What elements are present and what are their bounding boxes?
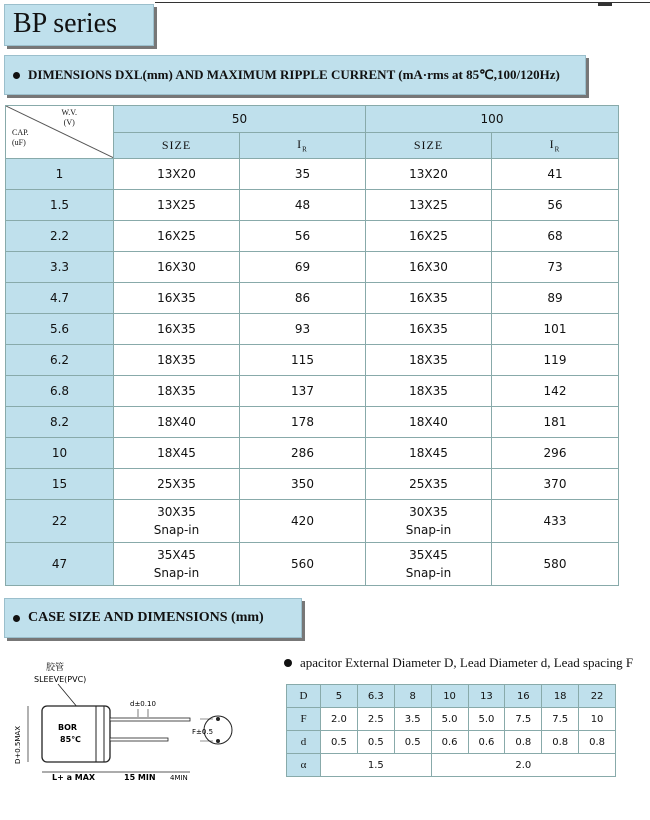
ripple-100: 370	[492, 469, 619, 500]
dimension-note	[284, 655, 633, 671]
temp-label: 85℃	[60, 735, 81, 744]
table-row	[6, 314, 619, 345]
ripple-100: 73	[492, 252, 619, 283]
table-row	[6, 345, 619, 376]
d-value: 0.8	[579, 731, 616, 754]
cap-value: 47	[6, 543, 114, 586]
section-title-case-size: CASE SIZE AND DIMENSIONS (mm)	[28, 610, 264, 625]
D-value: 22	[579, 685, 616, 708]
ripple-100: 101	[492, 314, 619, 345]
capacitor-dimension-diagram	[8, 660, 258, 790]
bullet-icon	[13, 615, 20, 622]
length-label: L+ a MAX	[52, 773, 96, 782]
size-100: 13X20	[366, 159, 492, 190]
wv-label: W.V. (V)	[61, 108, 77, 127]
size-100: 16X35	[366, 283, 492, 314]
cap-value: 1.5	[6, 190, 114, 221]
alpha-value: 1.5	[321, 754, 432, 777]
col-ir-100: $I_R$	[492, 132, 619, 159]
cap-value: 4.7	[6, 283, 114, 314]
d-value: 0.6	[468, 731, 505, 754]
size-50: 13X20	[114, 159, 240, 190]
ripple-100: 119	[492, 345, 619, 376]
table-row	[6, 190, 619, 221]
cap-value: 2.2	[6, 221, 114, 252]
size-50: 13X25	[114, 190, 240, 221]
col-ir-50: $I_R$	[240, 132, 366, 159]
section-header-case-size	[4, 598, 302, 638]
row-label-alpha: α	[287, 754, 321, 777]
F-value: 10	[579, 708, 616, 731]
ripple-50: 69	[240, 252, 366, 283]
table-row	[6, 500, 619, 543]
ripple-100: 181	[492, 407, 619, 438]
size-50: 18X35	[114, 376, 240, 407]
d-value: 0.8	[542, 731, 579, 754]
lead-diameter-label: d±0.10	[130, 700, 156, 708]
row-label-F: F	[287, 708, 321, 731]
ripple-100: 89	[492, 283, 619, 314]
cap-value: 22	[6, 500, 114, 543]
D-value: 5	[321, 685, 358, 708]
ripple-100: 580	[492, 543, 619, 586]
size-100: 35X45 Snap-in	[366, 543, 492, 586]
min15-label: 15 MIN	[124, 773, 156, 782]
size-50: 25X35	[114, 469, 240, 500]
min4-label: 4MIN	[170, 774, 188, 782]
cap-value: 3.3	[6, 252, 114, 283]
F-value: 3.5	[394, 708, 431, 731]
cap-value: 6.8	[6, 376, 114, 407]
row-label-d: d	[287, 731, 321, 754]
ripple-50: 86	[240, 283, 366, 314]
ripple-50: 178	[240, 407, 366, 438]
size-50: 30X35 Snap-in	[114, 500, 240, 543]
table-row	[287, 708, 616, 731]
table-row	[6, 252, 619, 283]
D-value: 18	[542, 685, 579, 708]
d-value: 0.5	[394, 731, 431, 754]
F-value: 2.0	[321, 708, 358, 731]
sleeve-label: SLEEVE(PVC)	[34, 675, 87, 684]
size-100: 18X35	[366, 345, 492, 376]
section-title-dimensions: DIMENSIONS DXL(mm) AND MAXIMUM RIPPLE CURRENT (mA·rms at 85℃,100/120Hz)	[28, 67, 560, 82]
table-row	[287, 685, 616, 708]
cap-value: 10	[6, 438, 114, 469]
ripple-50: 137	[240, 376, 366, 407]
size-100: 16X30	[366, 252, 492, 283]
table-row	[6, 221, 619, 252]
ripple-50: 93	[240, 314, 366, 345]
ripple-50: 560	[240, 543, 366, 586]
ripple-50: 420	[240, 500, 366, 543]
size-50: 18X45	[114, 438, 240, 469]
table-row	[6, 407, 619, 438]
table-row	[6, 469, 619, 500]
size-50: 16X35	[114, 314, 240, 345]
ripple-100: 68	[492, 221, 619, 252]
size-50: 35X45 Snap-in	[114, 543, 240, 586]
case-dimension-table	[286, 684, 616, 777]
lead-spacing-label: F±0.5	[192, 728, 214, 736]
size-50: 18X35	[114, 345, 240, 376]
table-row	[6, 543, 619, 586]
voltage-header-100: 100	[366, 106, 619, 133]
d-value: 0.5	[321, 731, 358, 754]
ripple-100: 433	[492, 500, 619, 543]
size-50: 16X30	[114, 252, 240, 283]
ripple-100: 41	[492, 159, 619, 190]
diameter-label: D+0.5MAX	[14, 725, 22, 764]
table-row	[287, 731, 616, 754]
sleeve-cn-label: 胶管	[46, 663, 65, 673]
series-title: BP series	[13, 8, 117, 39]
D-value: 13	[468, 685, 505, 708]
ripple-50: 286	[240, 438, 366, 469]
bullet-icon	[13, 72, 20, 79]
size-50: 16X25	[114, 221, 240, 252]
ripple-100: 296	[492, 438, 619, 469]
F-value: 2.5	[357, 708, 394, 731]
d-value: 0.8	[505, 731, 542, 754]
d-value: 0.5	[357, 731, 394, 754]
ripple-current-table	[5, 105, 619, 586]
cap-value: 5.6	[6, 314, 114, 345]
lead-wire	[110, 718, 190, 721]
size-100: 18X45	[366, 438, 492, 469]
F-value: 5.0	[468, 708, 505, 731]
cap-value: 8.2	[6, 407, 114, 438]
table-corner-cell	[6, 106, 114, 159]
F-value: 7.5	[542, 708, 579, 731]
top-rule-mark	[598, 2, 612, 6]
dimension-note-text: apacitor External Diameter D, Lead Diameter d, Lead spacing F	[300, 655, 634, 670]
size-50: 18X40	[114, 407, 240, 438]
cap-value: 6.2	[6, 345, 114, 376]
ripple-100: 56	[492, 190, 619, 221]
section-header-dimensions	[4, 55, 586, 95]
D-value: 6.3	[357, 685, 394, 708]
table-row	[6, 376, 619, 407]
size-50: 16X35	[114, 283, 240, 314]
D-value: 16	[505, 685, 542, 708]
table-row	[287, 754, 616, 777]
size-100: 16X25	[366, 221, 492, 252]
table-row	[6, 159, 619, 190]
ripple-50: 48	[240, 190, 366, 221]
top-rule	[155, 2, 650, 3]
D-value: 8	[394, 685, 431, 708]
table-row	[6, 438, 619, 469]
lead-wire	[110, 738, 168, 741]
size-100: 25X35	[366, 469, 492, 500]
size-100: 18X35	[366, 376, 492, 407]
ripple-50: 115	[240, 345, 366, 376]
row-label-D: D	[287, 685, 321, 708]
F-value: 7.5	[505, 708, 542, 731]
F-value: 5.0	[431, 708, 468, 731]
cap-value: 15	[6, 469, 114, 500]
ripple-100: 142	[492, 376, 619, 407]
table-row	[6, 283, 619, 314]
capacitor-body	[42, 706, 110, 762]
series-title-box	[4, 4, 154, 46]
ripple-50: 56	[240, 221, 366, 252]
ripple-50: 35	[240, 159, 366, 190]
col-size-100: SIZE	[366, 132, 492, 159]
cap-label: CAP. (uF)	[12, 128, 29, 147]
alpha-value: 2.0	[431, 754, 615, 777]
brand-label: BOR	[58, 723, 78, 732]
size-100: 13X25	[366, 190, 492, 221]
D-value: 10	[431, 685, 468, 708]
d-value: 0.6	[431, 731, 468, 754]
cap-value: 1	[6, 159, 114, 190]
size-100: 16X35	[366, 314, 492, 345]
col-size-50: SIZE	[114, 132, 240, 159]
voltage-header-50: 50	[114, 106, 366, 133]
ripple-50: 350	[240, 469, 366, 500]
size-100: 30X35 Snap-in	[366, 500, 492, 543]
size-100: 18X40	[366, 407, 492, 438]
bullet-icon	[284, 659, 292, 667]
